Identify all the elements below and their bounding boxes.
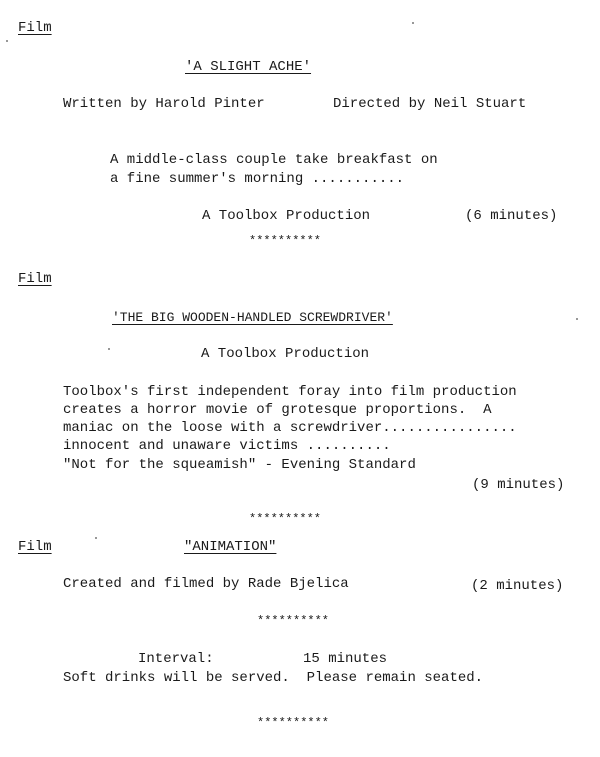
separator: ********** (249, 512, 322, 526)
section-label-film: Film (18, 271, 52, 287)
scan-speck (576, 318, 578, 320)
section-label-film: Film (18, 20, 52, 36)
film-duration: (2 minutes) (471, 578, 564, 594)
scan-speck (6, 40, 8, 42)
interval-note: Soft drinks will be served. Please remain seated. (63, 670, 484, 686)
separator: ********** (249, 234, 322, 248)
interval-label: Interval: (138, 651, 214, 667)
scan-speck (95, 537, 97, 539)
creator-credit: Created and filmed by Rade Bjelica (63, 576, 349, 592)
review-quote: "Not for the squeamish" - Evening Standard (63, 457, 416, 473)
description-line: Toolbox's first independent foray into film production (63, 384, 517, 400)
film-duration: (6 minutes) (465, 208, 558, 224)
description-line: innocent and unaware victims .......... (63, 438, 391, 454)
film-duration: (9 minutes) (472, 477, 565, 493)
description-line: a fine summer's morning ........... (110, 171, 405, 187)
description-line: creates a horror movie of grotesque proportions. A (63, 402, 492, 418)
separator: ********** (257, 614, 330, 628)
director-credit: Directed by Neil Stuart (333, 96, 527, 112)
separator: ********** (257, 716, 330, 730)
section-label-film: Film (18, 539, 52, 555)
film-title-animation: "ANIMATION" (184, 539, 277, 555)
film-title-screwdriver: 'THE BIG WOODEN-HANDLED SCREWDRIVER' (112, 310, 393, 325)
description-line: maniac on the loose with a screwdriver................ (63, 420, 517, 436)
production-credit: A Toolbox Production (201, 346, 370, 362)
production-credit: A Toolbox Production (202, 208, 371, 224)
scan-speck (108, 348, 110, 350)
interval-duration: 15 minutes (303, 651, 388, 667)
film-title-a-slight-ache: 'A SLIGHT ACHE' (185, 59, 312, 75)
writer-credit: Written by Harold Pinter (63, 96, 265, 112)
description-line: A middle-class couple take breakfast on (110, 152, 438, 168)
scan-speck (412, 22, 414, 24)
